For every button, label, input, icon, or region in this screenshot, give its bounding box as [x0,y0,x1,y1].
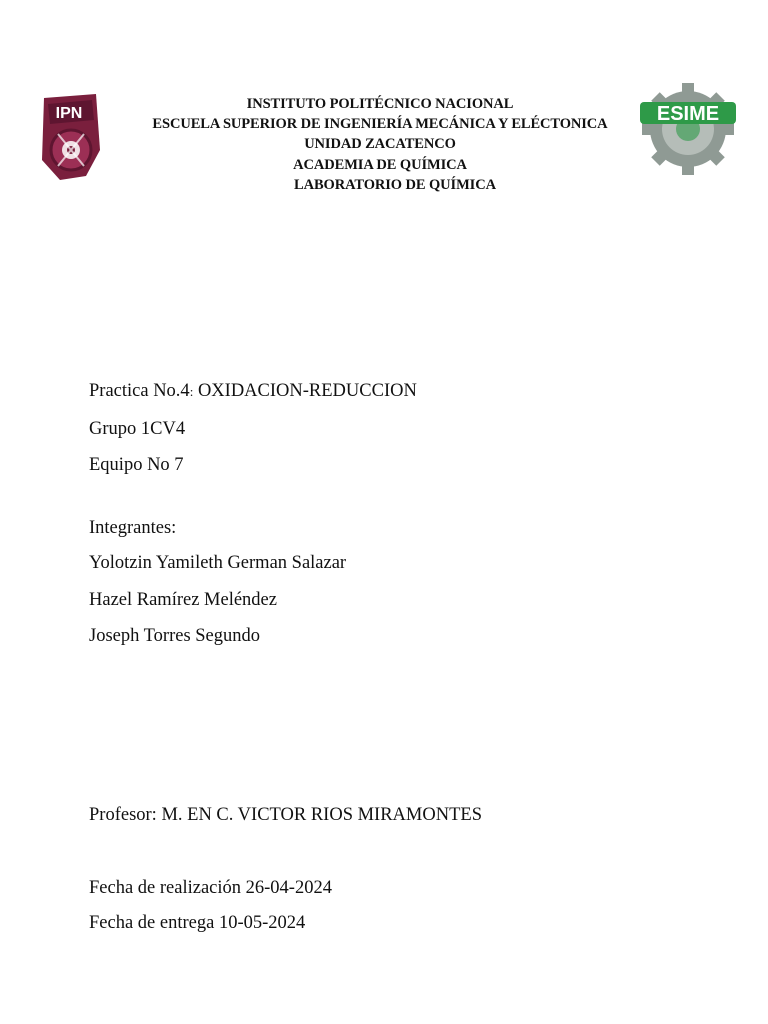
members-heading: Integrantes: [89,518,177,538]
institution-header [130,94,630,195]
practice-name: OXIDACION-REDUCCION [193,381,417,401]
esime-gear-icon [636,82,740,176]
header-line-3: UNIDAD ZACATENCO [304,136,456,153]
team-label: Equipo No 7 [89,455,184,475]
professor-label: Profesor: M. EN C. VICTOR RIOS MIRAMONTES [89,805,482,825]
ipn-logo-text: IPN [55,105,83,122]
practice-number: Practica No.4 [89,381,190,401]
practice-separator: : [189,384,194,399]
esime-logo-text: ESIME [656,103,720,125]
member-item: Joseph Torres Segundo [89,626,261,646]
header-line-5: LABORATORIO DE QUÍMICA [294,176,496,193]
member-item: Hazel Ramírez Meléndez [89,590,277,610]
esime-logo [636,82,740,176]
header-line-4: ACADEMIA DE QUÍMICA [293,156,467,173]
header-line-2: ESCUELA SUPERIOR DE INGENIERÍA MECÁNICA Y ELÉCTONICA [152,116,608,133]
ipn-logo-icon [38,90,104,184]
header-line-1: INSTITUTO POLITÉCNICO NACIONAL [246,96,514,112]
group-label: Grupo 1CV4 [89,419,186,439]
practice-title [89,380,417,403]
member-item: Yolotzin Yamileth German Salazar [89,553,347,573]
realization-date: Fecha de realización 26-04-2024 [89,878,332,898]
delivery-date: Fecha de entrega 10-05-2024 [89,913,306,933]
ipn-logo [38,90,104,184]
